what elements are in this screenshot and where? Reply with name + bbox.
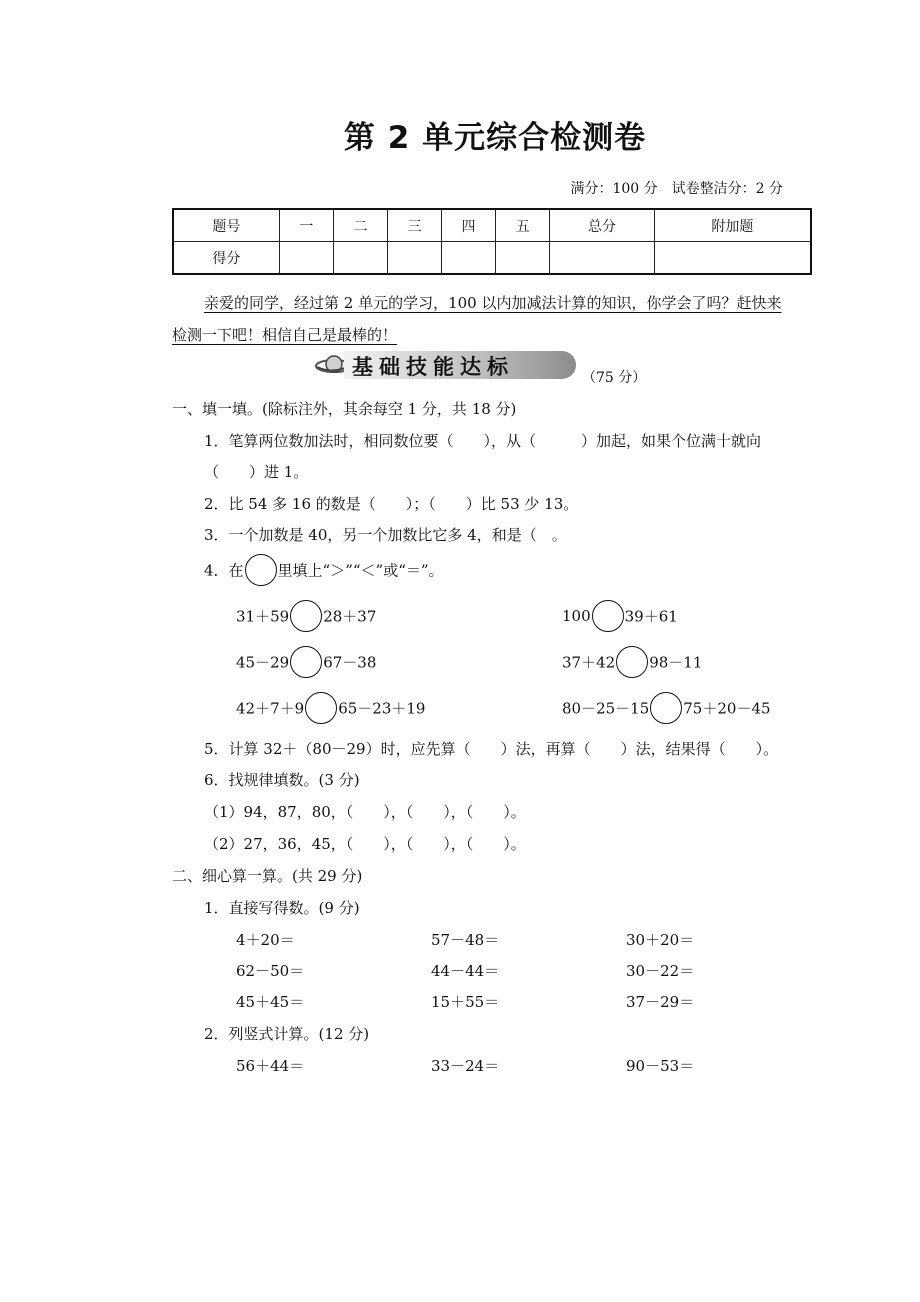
page-title: 第 2 单元综合检测卷: [343, 120, 647, 156]
answer-circle[interactable]: [305, 692, 337, 724]
header-cell-label: 题号: [173, 209, 279, 242]
question-2: 2．比 54 多 16 的数是（ ）；（ ）比 53 少 13。: [204, 495, 579, 513]
comparison-item: [562, 600, 678, 632]
section-banner: [312, 350, 578, 380]
answer-circle[interactable]: [650, 692, 682, 724]
header-cell-1: 一: [279, 209, 333, 242]
header-cell-total: 总分: [550, 209, 655, 242]
score-cell[interactable]: [279, 242, 333, 275]
score-cell[interactable]: [496, 242, 550, 275]
comparison-right: 39＋61: [624, 607, 678, 626]
calc-item: 45＋45＝: [236, 993, 305, 1011]
comparison-left: 31＋59: [236, 607, 290, 626]
answer-circle[interactable]: [592, 600, 624, 632]
comparison-right: 67－38: [323, 653, 377, 672]
answer-circle[interactable]: [290, 646, 322, 678]
part2-heading: 二、细心算一算。(共 29 分): [172, 867, 363, 885]
comparison-item: [562, 692, 771, 724]
calc-item: 37－29＝: [626, 993, 695, 1011]
question-4-suffix: 里填上“＞”“＜”或“＝”。: [277, 561, 444, 580]
score-cell[interactable]: [550, 242, 655, 275]
comparison-left: 80－25－15: [562, 699, 650, 718]
answer-circle[interactable]: [616, 646, 648, 678]
vertical-calc-item: 56＋44＝: [236, 1057, 305, 1075]
header-cell-3: 三: [387, 209, 441, 242]
part1-heading: 一、填一填。(除标注外，其余每空 1 分，共 18 分): [172, 400, 517, 418]
comparison-right: 28＋37: [323, 607, 377, 626]
header-cell-4: 四: [442, 209, 496, 242]
comparison-left: 42＋7＋9: [236, 699, 305, 718]
header-cell-2: 二: [333, 209, 387, 242]
comparison-left: 100: [562, 607, 591, 625]
score-table-score-row: [173, 242, 811, 275]
comparison-right: 75＋20－45: [683, 699, 771, 718]
question-5: 5．计算 32＋（80－29）时，应先算（ ）法，再算（ ）法，结果得（ ）。: [204, 740, 779, 758]
question-1-line-1: 1．笔算两位数加法时，相同数位要（ ），从（ ）加起，如果个位满十就向: [204, 432, 762, 450]
part2-sub1: 1．直接写得数。(9 分): [204, 899, 360, 917]
vertical-calc-item: 33－24＝: [431, 1057, 500, 1075]
comparison-right: 65－23＋19: [338, 699, 426, 718]
question-4: [204, 554, 444, 586]
question-1-line-2: （ ）进 1。: [204, 463, 309, 481]
calc-item: 30－22＝: [626, 962, 695, 980]
score-info: 满分：100 分 试卷整洁分：2 分: [570, 181, 783, 197]
vertical-calc-item: 90－53＝: [626, 1057, 695, 1075]
comparison-item: [562, 646, 702, 678]
score-cell[interactable]: [333, 242, 387, 275]
score-table-header-row: [173, 209, 811, 242]
question-4-prefix: 4．在: [204, 561, 244, 580]
question-6-1: （1）94，87，80，（ ），（ ），（ ）。: [204, 803, 526, 821]
score-cell[interactable]: [387, 242, 441, 275]
part2-sub2: 2．列竖式计算。(12 分): [204, 1025, 370, 1043]
comparison-left: 45－29: [236, 653, 290, 672]
calc-item: 4＋20＝: [236, 931, 295, 949]
comparison-item: [236, 692, 425, 724]
calc-item: 15＋55＝: [431, 993, 500, 1011]
banner-label: 基础技能达标: [352, 355, 514, 379]
score-table: [172, 208, 812, 275]
question-6: 6．找规律填数。(3 分): [204, 771, 360, 789]
calc-item: 57－48＝: [431, 931, 500, 949]
score-row-label: 得分: [173, 242, 279, 275]
comparison-item: [236, 600, 376, 632]
calc-item: 30＋20＝: [626, 931, 695, 949]
section-points: （75 分）: [582, 370, 647, 386]
header-cell-bonus: 附加题: [654, 209, 811, 242]
score-cell[interactable]: [654, 242, 811, 275]
compare-circle-icon: [245, 554, 277, 586]
comparison-right: 98－11: [649, 653, 703, 672]
score-cell[interactable]: [442, 242, 496, 275]
question-3: 3．一个加数是 40，另一个加数比它多 4，和是（ 。: [204, 526, 567, 544]
calc-item: 62－50＝: [236, 962, 305, 980]
header-cell-5: 五: [496, 209, 550, 242]
comparison-item: [236, 646, 376, 678]
intro-text: 亲爱的同学，经过第 2 单元的学习，100 以内加减法计算的知识，你学会了吗？赶快来检测一下吧！相信自己是最棒的！: [172, 294, 782, 344]
question-6-2: （2）27，36，45，（ ），（ ），（ ）。: [204, 835, 526, 853]
calc-item: 44－44＝: [431, 962, 500, 980]
answer-circle[interactable]: [290, 600, 322, 632]
comparison-left: 37＋42: [562, 653, 616, 672]
